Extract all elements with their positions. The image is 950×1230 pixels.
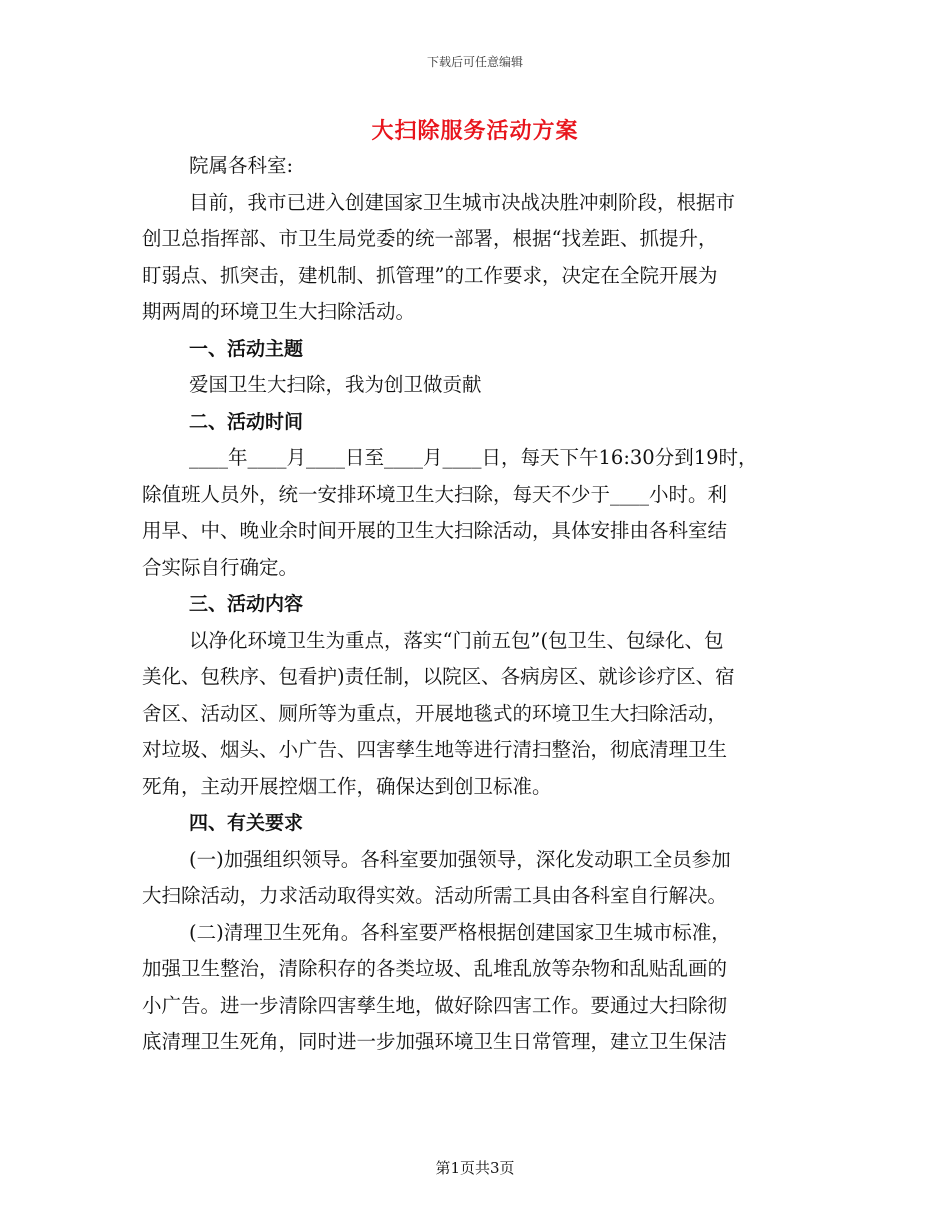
body-line: 院属各科室: xyxy=(189,154,294,177)
section-heading: 一、活动主题 xyxy=(189,337,304,360)
section-heading: 三、活动内容 xyxy=(189,593,304,615)
body-line: 用早、中、晚业余时间开展的卫生大扫除活动，具体安排由各科室结 xyxy=(142,519,728,542)
body-line: 舍区、活动区、厕所等为重点，开展地毯式的环境卫生大扫除活动， xyxy=(142,701,728,725)
body-line: 创卫总指挥部、市卫生局党委的统一部署，根据“找差距、抓提升， xyxy=(142,227,718,250)
body-line: 死角，主动开展控烟工作，确保达到创卫标准。 xyxy=(142,774,552,798)
document-title: 大扫除服务活动方案 xyxy=(371,118,579,144)
body-line: 目前，我市已进入创建国家卫生城市决战决胜冲刺阶段，根据市 xyxy=(189,190,736,214)
body-line: 以净化环境卫生为重点，落实“门前五包”(包卫生、包绿化、包 xyxy=(189,628,724,652)
header-note: 下载后可任意编辑 xyxy=(426,55,523,69)
body-line: 大扫除活动，力求活动取得实效。活动所需工具由各科室自行解决。 xyxy=(142,884,728,907)
page-number: 第1页共3页 xyxy=(435,1159,515,1177)
section-heading: 四、有关要求 xyxy=(189,812,304,834)
body-line: 除值班人员外，统一安排环境卫生大扫除，每天不少于____小时。利 xyxy=(142,482,728,506)
body-line: 底清理卫生死角，同时进一步加强环境卫生日常管理，建立卫生保洁 xyxy=(142,1030,728,1053)
body-line: (一)加强组织领导。各科室要加强领导，深化发动职工全员参加 xyxy=(189,847,731,871)
body-line: 盯弱点、抓突击，建机制、抓管理”的工作要求，决定在全院开展为 xyxy=(142,263,718,287)
body-line: (二)清理卫生死角。各科室要严格根据创建国家卫生城市标准， xyxy=(189,920,731,944)
document-body xyxy=(142,148,810,1061)
body-line: ____年____月____日至____月____日，每天下午16:30分到19时， xyxy=(189,446,758,469)
body-line: 加强卫生整治，清除积存的各类垃圾、乱堆乱放等杂物和乱贴乱画的 xyxy=(142,957,728,980)
body-line: 美化、包秩序、包看护)责任制，以院区、各病房区、就诊诊疗区、宿 xyxy=(142,665,735,688)
body-line: 期两周的环境卫生大扫除活动。 xyxy=(142,300,416,323)
section-heading: 二、活动时间 xyxy=(189,410,304,433)
body-line: 对垃圾、烟头、小广告、四害孳生地等进行清扫整治，彻底清理卫生 xyxy=(142,738,728,761)
body-line: 合实际自行确定。 xyxy=(142,555,299,579)
body-line: 小广告。进一步清除四害孳生地，做好除四害工作。要通过大扫除彻 xyxy=(142,993,728,1017)
body-line: 爱国卫生大扫除，我为创卫做贡献 xyxy=(189,373,482,396)
